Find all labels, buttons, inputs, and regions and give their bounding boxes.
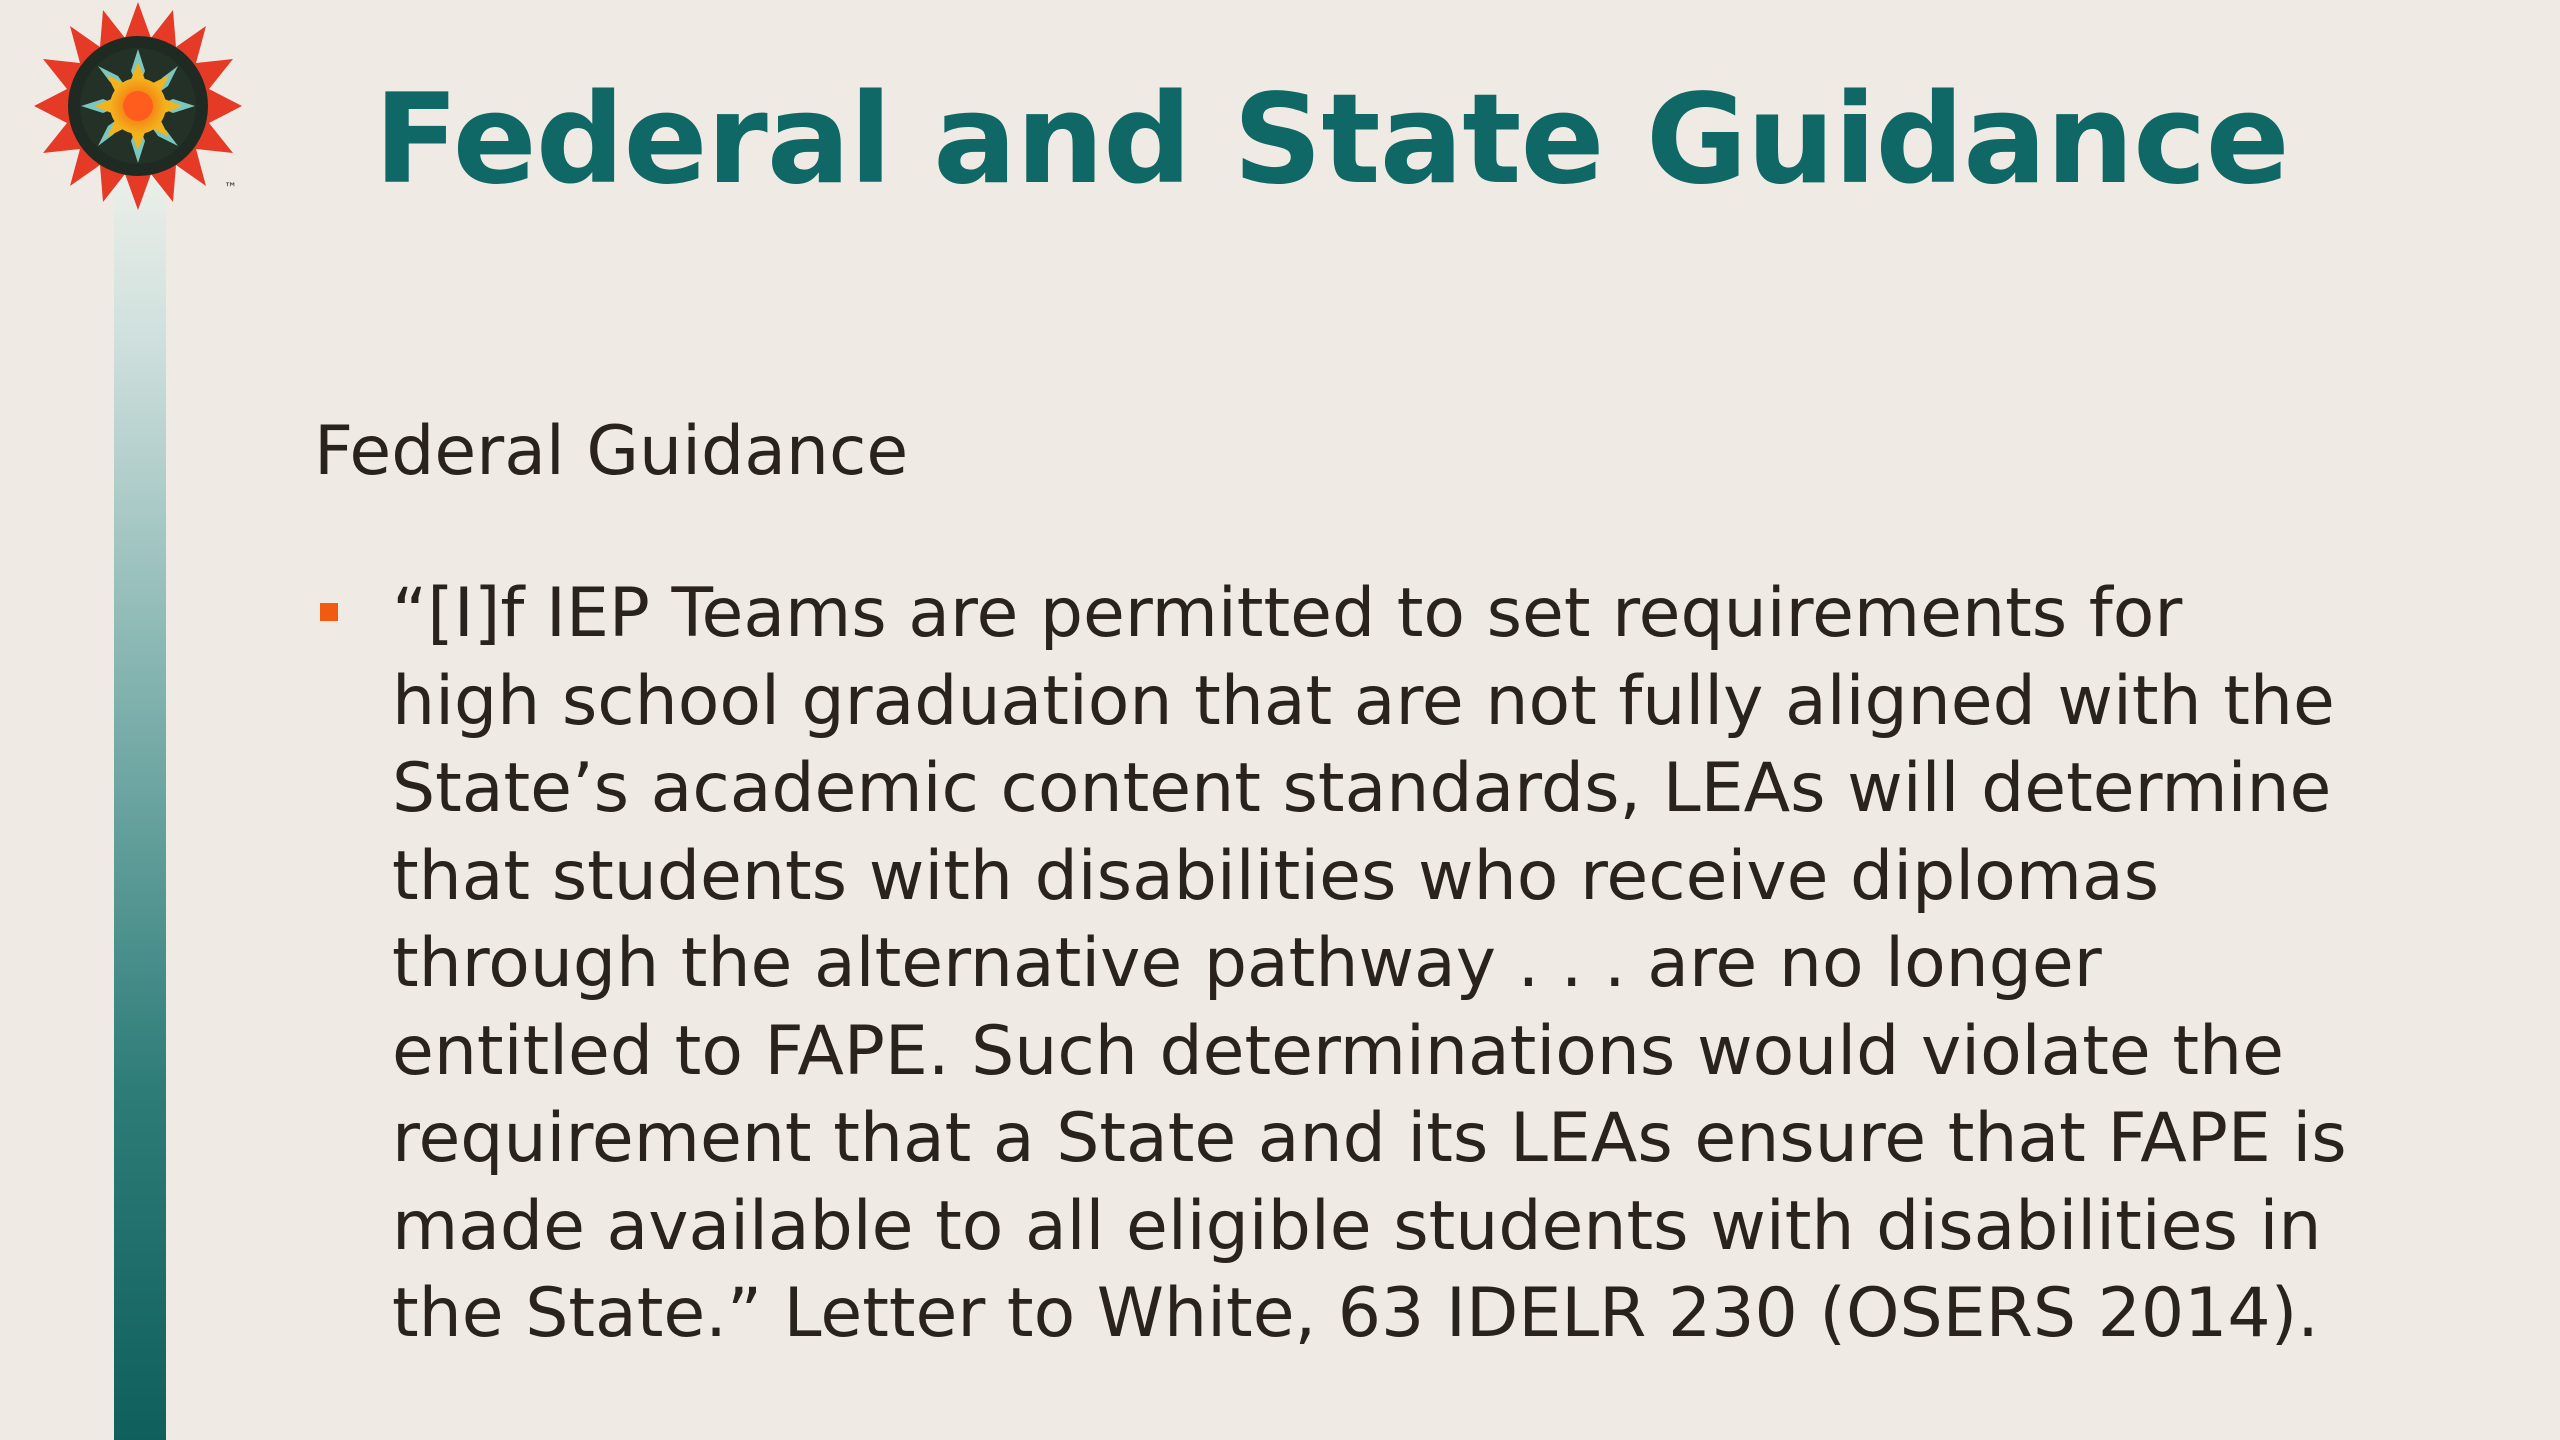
square-bullet-icon bbox=[320, 603, 338, 621]
slide-title: Federal and State Guidance bbox=[374, 68, 2289, 212]
section-heading: Federal Guidance bbox=[314, 412, 909, 491]
bullet-text: “[I]f IEP Teams are permitted to set requirements for high school graduation that are not fully aligned with the State’s academic content standards, LEAs will determine that students with disabilities who receive diplomas through the alternative pathway . . . are no longer entitled to FAPE. Such determinations would violate the requirement that a State and its LEAs ensure that FAPE is made available to all eligible students with disabilities in the State.” Letter to White, 63 IDELR 230 (OSERS 2014). bbox=[392, 574, 2347, 1353]
sun-logo-icon bbox=[30, 2, 250, 214]
logo-trademark: ™ bbox=[224, 181, 237, 196]
left-gradient-bar bbox=[114, 160, 166, 1440]
